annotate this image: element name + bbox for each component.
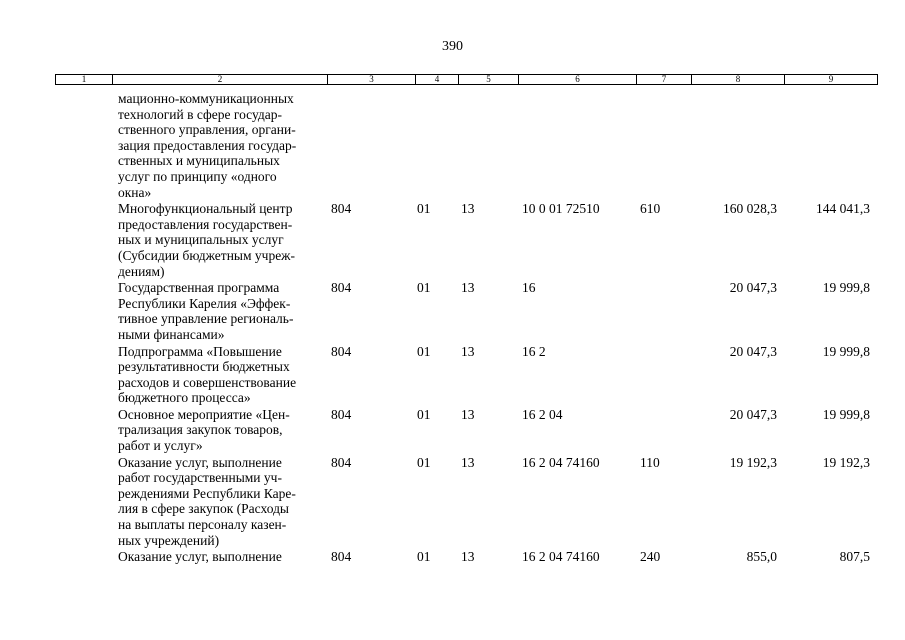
header-col-6: 6 [519, 75, 637, 84]
row-name: Подпрограмма «Повышение результативности бюджетных расходов и совершенствование бюджетного процесса» [118, 343, 297, 406]
table-row [55, 280, 878, 342]
cell-col-9: 807,5 [839, 549, 870, 565]
cell-col-8: 20 047,3 [729, 406, 777, 422]
cell-col-3: 804 [331, 343, 352, 359]
cell-col-9: 144 041,3 [816, 201, 870, 217]
header-col-8: 8 [692, 75, 785, 84]
cell-col-4: 01 [417, 454, 431, 470]
cell-col-6: 16 2 [522, 343, 546, 359]
row-name: Оказание услуг, выполнение [118, 549, 282, 565]
cell-col-8: 19 192,3 [729, 454, 777, 470]
cell-col-5: 13 [461, 549, 475, 565]
cell-col-7: 240 [640, 549, 661, 565]
table-row [55, 201, 878, 279]
header-col-2: 2 [113, 75, 328, 84]
table-row [55, 344, 878, 406]
cell-col-3: 804 [331, 454, 352, 470]
cell-col-4: 01 [417, 343, 431, 359]
cell-col-6: 16 2 04 74160 [522, 549, 600, 565]
cell-col-8: 160 028,3 [723, 201, 777, 217]
cell-col-5: 13 [461, 201, 475, 217]
cell-col-7: 610 [640, 201, 661, 217]
row-name: Государственная программа Республики Карелия «Эффек- тивное управление региональ- ными финансами» [118, 280, 294, 342]
cell-col-4: 01 [417, 201, 431, 217]
table-header [55, 74, 878, 85]
cell-col-5: 13 [461, 454, 475, 470]
row-name: мационно-коммуникационных технологий в сфере государ- ственного управления, органи- зация предоставления государ- ственных и муниципальных услуг по принципу «одного окна» [118, 91, 297, 200]
cell-col-3: 804 [331, 201, 352, 217]
cell-col-4: 01 [417, 549, 431, 565]
cell-col-8: 20 047,3 [729, 343, 777, 359]
cell-col-7: 110 [640, 454, 660, 470]
cell-col-6: 16 2 04 [522, 406, 563, 422]
cell-col-8: 20 047,3 [729, 280, 777, 296]
cell-col-5: 13 [461, 280, 475, 296]
page-number: 390 [442, 39, 463, 54]
table-body [55, 91, 878, 566]
cell-col-4: 01 [417, 280, 431, 296]
table-row [55, 91, 878, 200]
cell-col-8: 855,0 [746, 549, 777, 565]
cell-col-3: 804 [331, 549, 352, 565]
header-col-4: 4 [416, 75, 459, 84]
header-col-9: 9 [828, 74, 834, 84]
cell-col-4: 01 [417, 406, 431, 422]
row-name: Многофункциональный центр предоставления государствен- ных и муниципальных услуг (Субсидии бюджетным учреж- дениям) [118, 201, 296, 279]
cell-col-3: 804 [331, 280, 352, 296]
table-row [55, 455, 878, 549]
cell-col-3: 804 [331, 406, 352, 422]
table-row [55, 407, 878, 454]
header-col-7: 7 [637, 75, 692, 84]
cell-col-9: 19 192,3 [822, 454, 870, 470]
header-col-1: 1 [56, 75, 113, 84]
header-col-5: 5 [459, 75, 519, 84]
cell-col-9: 19 999,8 [822, 406, 870, 422]
cell-col-6: 10 0 01 72510 [522, 201, 600, 217]
cell-col-6: 16 2 04 74160 [522, 454, 600, 470]
cell-col-6: 16 [522, 280, 536, 296]
cell-col-5: 13 [461, 343, 475, 359]
row-name: Основное мероприятие «Цен- трализация закупок товаров, работ и услуг» [118, 406, 290, 454]
header-col-3: 3 [328, 75, 416, 84]
row-name: Оказание услуг, выполнение работ государственными уч- реждениями Республики Каре- лия в сфере закупок (Расходы на выплаты персоналу казен- ных учреждений) [118, 454, 296, 548]
table-row [55, 549, 878, 565]
cell-col-9: 19 999,8 [822, 343, 870, 359]
cell-col-9: 19 999,8 [822, 280, 870, 296]
cell-col-5: 13 [461, 406, 475, 422]
